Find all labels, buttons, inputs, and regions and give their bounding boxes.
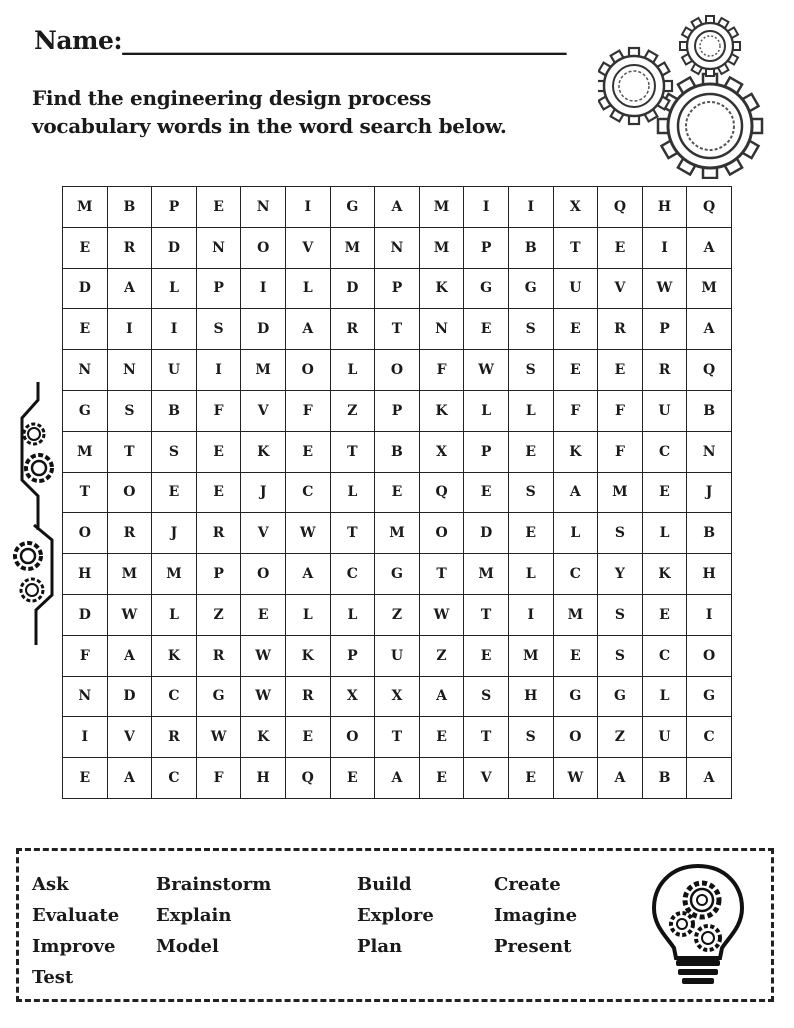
grid-cell: K bbox=[241, 431, 286, 472]
grid-cell: R bbox=[598, 309, 643, 350]
grid-cell: L bbox=[152, 594, 197, 635]
grid-cell: A bbox=[553, 472, 598, 513]
grid-cell: A bbox=[598, 758, 643, 799]
grid-cell: E bbox=[196, 187, 241, 228]
grid-row bbox=[63, 309, 732, 350]
grid-cell: T bbox=[375, 717, 420, 758]
word-bank-item: Build bbox=[357, 874, 412, 895]
grid-cell: E bbox=[464, 635, 509, 676]
grid-cell: O bbox=[241, 227, 286, 268]
grid-row bbox=[63, 350, 732, 391]
grid-cell: M bbox=[553, 594, 598, 635]
grid-cell: C bbox=[642, 431, 687, 472]
grid-cell: W bbox=[285, 513, 330, 554]
grid-cell: E bbox=[152, 472, 197, 513]
grid-cell: W bbox=[642, 268, 687, 309]
grid-cell: E bbox=[63, 758, 108, 799]
grid-cell: F bbox=[598, 431, 643, 472]
grid-cell: E bbox=[375, 472, 420, 513]
grid-cell: K bbox=[241, 717, 286, 758]
grid-cell: T bbox=[375, 309, 420, 350]
grid-cell: E bbox=[553, 309, 598, 350]
grid-cell: N bbox=[196, 227, 241, 268]
grid-cell: S bbox=[152, 431, 197, 472]
grid-cell: S bbox=[508, 309, 553, 350]
grid-cell: O bbox=[330, 717, 375, 758]
grid-cell: S bbox=[598, 513, 643, 554]
grid-cell: T bbox=[330, 513, 375, 554]
grid-cell: A bbox=[375, 187, 420, 228]
grid-cell: X bbox=[330, 676, 375, 717]
grid-cell: R bbox=[196, 635, 241, 676]
grid-cell: W bbox=[553, 758, 598, 799]
grid-cell: D bbox=[63, 268, 108, 309]
grid-cell: M bbox=[63, 431, 108, 472]
grid-cell: V bbox=[464, 758, 509, 799]
grid-cell: I bbox=[508, 594, 553, 635]
grid-cell: A bbox=[375, 758, 420, 799]
grid-cell: D bbox=[464, 513, 509, 554]
grid-cell: L bbox=[330, 350, 375, 391]
grid-cell: F bbox=[285, 390, 330, 431]
grid-cell: L bbox=[285, 594, 330, 635]
grid-row bbox=[63, 554, 732, 595]
word-bank-item: Brainstorm bbox=[156, 874, 272, 895]
grid-cell: I bbox=[107, 309, 152, 350]
grid-row bbox=[63, 758, 732, 799]
grid-cell: M bbox=[687, 268, 732, 309]
grid-cell: L bbox=[508, 390, 553, 431]
grid-cell: G bbox=[375, 554, 420, 595]
grid-cell: B bbox=[642, 758, 687, 799]
instructions-line-2: vocabulary words in the word search below. bbox=[32, 114, 507, 138]
word-bank-item: Imagine bbox=[494, 905, 578, 926]
grid-cell: N bbox=[63, 676, 108, 717]
word-bank-item: Explore bbox=[357, 905, 434, 926]
grid-cell: T bbox=[464, 594, 509, 635]
grid-cell: I bbox=[508, 187, 553, 228]
grid-cell: L bbox=[553, 513, 598, 554]
grid-cell: S bbox=[508, 717, 553, 758]
grid-cell: D bbox=[152, 227, 197, 268]
grid-cell: O bbox=[241, 554, 286, 595]
grid-cell: T bbox=[107, 431, 152, 472]
grid-cell: S bbox=[598, 594, 643, 635]
grid-cell: M bbox=[375, 513, 420, 554]
word-bank-item: Present bbox=[494, 936, 572, 957]
grid-cell: F bbox=[63, 635, 108, 676]
grid-row bbox=[63, 268, 732, 309]
grid-cell: E bbox=[63, 309, 108, 350]
grid-cell: G bbox=[553, 676, 598, 717]
grid-cell: Z bbox=[598, 717, 643, 758]
grid-cell: T bbox=[553, 227, 598, 268]
grid-cell: N bbox=[241, 187, 286, 228]
grid-cell: I bbox=[464, 187, 509, 228]
grid-cell: A bbox=[107, 635, 152, 676]
grid-cell: G bbox=[196, 676, 241, 717]
grid-cell: R bbox=[152, 717, 197, 758]
grid-cell: M bbox=[598, 472, 643, 513]
grid-cell: M bbox=[419, 227, 464, 268]
grid-row bbox=[63, 513, 732, 554]
grid-cell: K bbox=[642, 554, 687, 595]
grid-cell: A bbox=[285, 309, 330, 350]
grid-cell: A bbox=[419, 676, 464, 717]
grid-cell: L bbox=[464, 390, 509, 431]
lightbulb-gears-icon bbox=[646, 860, 750, 990]
grid-cell: M bbox=[107, 554, 152, 595]
grid-cell: P bbox=[196, 268, 241, 309]
grid-cell: W bbox=[464, 350, 509, 391]
grid-cell: B bbox=[152, 390, 197, 431]
grid-cell: S bbox=[508, 350, 553, 391]
grid-cell: B bbox=[107, 187, 152, 228]
grid-cell: D bbox=[107, 676, 152, 717]
grid-cell: U bbox=[642, 390, 687, 431]
grid-cell: P bbox=[375, 268, 420, 309]
grid-cell: L bbox=[152, 268, 197, 309]
grid-cell: I bbox=[241, 268, 286, 309]
grid-cell: L bbox=[642, 513, 687, 554]
circuit-gears-icon bbox=[8, 380, 64, 650]
grid-cell: P bbox=[152, 187, 197, 228]
instructions bbox=[32, 84, 572, 140]
grid-row bbox=[63, 390, 732, 431]
grid-cell: B bbox=[375, 431, 420, 472]
grid-cell: E bbox=[241, 594, 286, 635]
grid-cell: I bbox=[196, 350, 241, 391]
grid-cell: H bbox=[241, 758, 286, 799]
grid-cell: M bbox=[419, 187, 464, 228]
grid-cell: M bbox=[63, 187, 108, 228]
grid-cell: E bbox=[553, 350, 598, 391]
grid-cell: A bbox=[107, 268, 152, 309]
gears-icon bbox=[598, 14, 770, 179]
grid-cell: C bbox=[285, 472, 330, 513]
grid-cell: I bbox=[63, 717, 108, 758]
grid-cell: N bbox=[63, 350, 108, 391]
grid-row bbox=[63, 635, 732, 676]
grid-cell: E bbox=[508, 431, 553, 472]
grid-cell: U bbox=[152, 350, 197, 391]
grid-cell: W bbox=[196, 717, 241, 758]
grid-cell: F bbox=[196, 758, 241, 799]
grid-cell: S bbox=[508, 472, 553, 513]
grid-cell: U bbox=[553, 268, 598, 309]
grid-cell: G bbox=[687, 676, 732, 717]
grid-cell: E bbox=[285, 431, 330, 472]
grid-cell: S bbox=[464, 676, 509, 717]
word-search-grid bbox=[62, 186, 732, 799]
grid-cell: G bbox=[464, 268, 509, 309]
grid-cell: R bbox=[196, 513, 241, 554]
grid-cell: B bbox=[687, 390, 732, 431]
grid-cell: T bbox=[464, 717, 509, 758]
word-bank-item: Create bbox=[494, 874, 561, 895]
grid-cell: T bbox=[63, 472, 108, 513]
grid-cell: T bbox=[419, 554, 464, 595]
grid-cell: R bbox=[285, 676, 330, 717]
grid-cell: K bbox=[285, 635, 330, 676]
grid-cell: O bbox=[285, 350, 330, 391]
grid-cell: D bbox=[330, 268, 375, 309]
grid-cell: I bbox=[642, 227, 687, 268]
grid-cell: E bbox=[464, 472, 509, 513]
grid-cell: A bbox=[687, 758, 732, 799]
grid-cell: Z bbox=[330, 390, 375, 431]
grid-cell: P bbox=[642, 309, 687, 350]
grid-cell: J bbox=[241, 472, 286, 513]
grid-cell: E bbox=[642, 594, 687, 635]
grid-cell: P bbox=[375, 390, 420, 431]
grid-cell: S bbox=[598, 635, 643, 676]
grid-cell: V bbox=[107, 717, 152, 758]
grid-cell: N bbox=[375, 227, 420, 268]
grid-cell: Q bbox=[419, 472, 464, 513]
grid-cell: C bbox=[687, 717, 732, 758]
grid-row bbox=[63, 717, 732, 758]
grid-cell: Z bbox=[419, 635, 464, 676]
grid-cell: E bbox=[598, 350, 643, 391]
grid-cell: E bbox=[553, 635, 598, 676]
grid-cell: O bbox=[553, 717, 598, 758]
grid-cell: A bbox=[687, 309, 732, 350]
grid-cell: B bbox=[687, 513, 732, 554]
grid-cell: G bbox=[508, 268, 553, 309]
grid-row bbox=[63, 472, 732, 513]
word-bank-item: Explain bbox=[156, 905, 232, 926]
grid-cell: L bbox=[330, 594, 375, 635]
grid-cell: N bbox=[107, 350, 152, 391]
grid-cell: I bbox=[152, 309, 197, 350]
grid-cell: R bbox=[107, 513, 152, 554]
grid-cell: V bbox=[598, 268, 643, 309]
grid-cell: A bbox=[285, 554, 330, 595]
grid-cell: C bbox=[330, 554, 375, 595]
grid-row bbox=[63, 431, 732, 472]
grid-cell: V bbox=[241, 513, 286, 554]
grid-cell: X bbox=[375, 676, 420, 717]
grid-cell: V bbox=[241, 390, 286, 431]
grid-cell: Q bbox=[687, 350, 732, 391]
grid-cell: P bbox=[464, 431, 509, 472]
grid-cell: L bbox=[642, 676, 687, 717]
grid-cell: U bbox=[642, 717, 687, 758]
grid-cell: L bbox=[330, 472, 375, 513]
grid-row bbox=[63, 594, 732, 635]
grid-cell: E bbox=[419, 758, 464, 799]
grid-cell: C bbox=[152, 676, 197, 717]
grid-cell: E bbox=[196, 431, 241, 472]
grid-cell: E bbox=[63, 227, 108, 268]
grid-cell: W bbox=[241, 676, 286, 717]
grid-cell: T bbox=[330, 431, 375, 472]
grid-cell: H bbox=[508, 676, 553, 717]
grid-cell: P bbox=[330, 635, 375, 676]
grid-cell: E bbox=[419, 717, 464, 758]
grid-cell: R bbox=[107, 227, 152, 268]
grid-cell: L bbox=[285, 268, 330, 309]
grid-cell: O bbox=[375, 350, 420, 391]
grid-cell: C bbox=[642, 635, 687, 676]
grid-cell: W bbox=[241, 635, 286, 676]
grid-cell: E bbox=[464, 309, 509, 350]
grid-cell: F bbox=[553, 390, 598, 431]
grid-cell: I bbox=[285, 187, 330, 228]
grid-cell: A bbox=[687, 227, 732, 268]
grid-cell: Y bbox=[598, 554, 643, 595]
grid-cell: N bbox=[419, 309, 464, 350]
grid-cell: X bbox=[553, 187, 598, 228]
grid-cell: X bbox=[419, 431, 464, 472]
grid-cell: E bbox=[196, 472, 241, 513]
grid-cell: D bbox=[63, 594, 108, 635]
grid-cell: Z bbox=[375, 594, 420, 635]
grid-cell: O bbox=[107, 472, 152, 513]
grid-cell: I bbox=[687, 594, 732, 635]
grid-cell: Q bbox=[285, 758, 330, 799]
grid-cell: P bbox=[196, 554, 241, 595]
grid-cell: F bbox=[196, 390, 241, 431]
grid-cell: E bbox=[508, 758, 553, 799]
grid-cell: R bbox=[330, 309, 375, 350]
word-bank-item: Ask bbox=[32, 874, 69, 895]
grid-cell: P bbox=[464, 227, 509, 268]
grid-cell: Z bbox=[196, 594, 241, 635]
grid-row bbox=[63, 676, 732, 717]
grid-cell: N bbox=[687, 431, 732, 472]
grid-cell: K bbox=[419, 390, 464, 431]
grid-cell: M bbox=[464, 554, 509, 595]
grid-cell: R bbox=[642, 350, 687, 391]
grid-cell: V bbox=[285, 227, 330, 268]
grid-cell: C bbox=[553, 554, 598, 595]
grid-cell: S bbox=[196, 309, 241, 350]
grid-cell: M bbox=[152, 554, 197, 595]
grid-cell: G bbox=[63, 390, 108, 431]
grid-cell: U bbox=[375, 635, 420, 676]
grid-cell: F bbox=[419, 350, 464, 391]
grid-cell: E bbox=[598, 227, 643, 268]
word-bank-item: Plan bbox=[357, 936, 403, 957]
grid-cell: J bbox=[152, 513, 197, 554]
grid-cell: O bbox=[687, 635, 732, 676]
grid-cell: Q bbox=[598, 187, 643, 228]
grid-cell: K bbox=[553, 431, 598, 472]
word-bank-item: Test bbox=[32, 967, 74, 988]
grid-cell: F bbox=[598, 390, 643, 431]
grid-cell: H bbox=[63, 554, 108, 595]
instructions-line-1: Find the engineering design process bbox=[32, 86, 432, 110]
grid-cell: G bbox=[598, 676, 643, 717]
grid-cell: L bbox=[508, 554, 553, 595]
grid-cell: S bbox=[107, 390, 152, 431]
word-bank-item: Model bbox=[156, 936, 219, 957]
grid-cell: D bbox=[241, 309, 286, 350]
grid-cell: O bbox=[63, 513, 108, 554]
grid-cell: W bbox=[107, 594, 152, 635]
name-line: Name:_____________________________________ bbox=[34, 26, 567, 55]
grid-cell: M bbox=[241, 350, 286, 391]
grid-cell: E bbox=[330, 758, 375, 799]
word-bank-item: Evaluate bbox=[32, 905, 120, 926]
grid-cell: Q bbox=[687, 187, 732, 228]
grid-cell: E bbox=[642, 472, 687, 513]
grid-cell: M bbox=[508, 635, 553, 676]
grid-cell: H bbox=[642, 187, 687, 228]
grid-cell: G bbox=[330, 187, 375, 228]
grid-cell: C bbox=[152, 758, 197, 799]
grid-cell: K bbox=[419, 268, 464, 309]
grid-cell: W bbox=[419, 594, 464, 635]
word-bank-item: Improve bbox=[32, 936, 116, 957]
grid-cell: M bbox=[330, 227, 375, 268]
grid-cell: E bbox=[508, 513, 553, 554]
grid-row bbox=[63, 187, 732, 228]
grid-cell: E bbox=[285, 717, 330, 758]
grid-cell: B bbox=[508, 227, 553, 268]
grid-row bbox=[63, 227, 732, 268]
grid-cell: K bbox=[152, 635, 197, 676]
grid-cell: J bbox=[687, 472, 732, 513]
grid-cell: O bbox=[419, 513, 464, 554]
grid-cell: H bbox=[687, 554, 732, 595]
grid-cell: A bbox=[107, 758, 152, 799]
